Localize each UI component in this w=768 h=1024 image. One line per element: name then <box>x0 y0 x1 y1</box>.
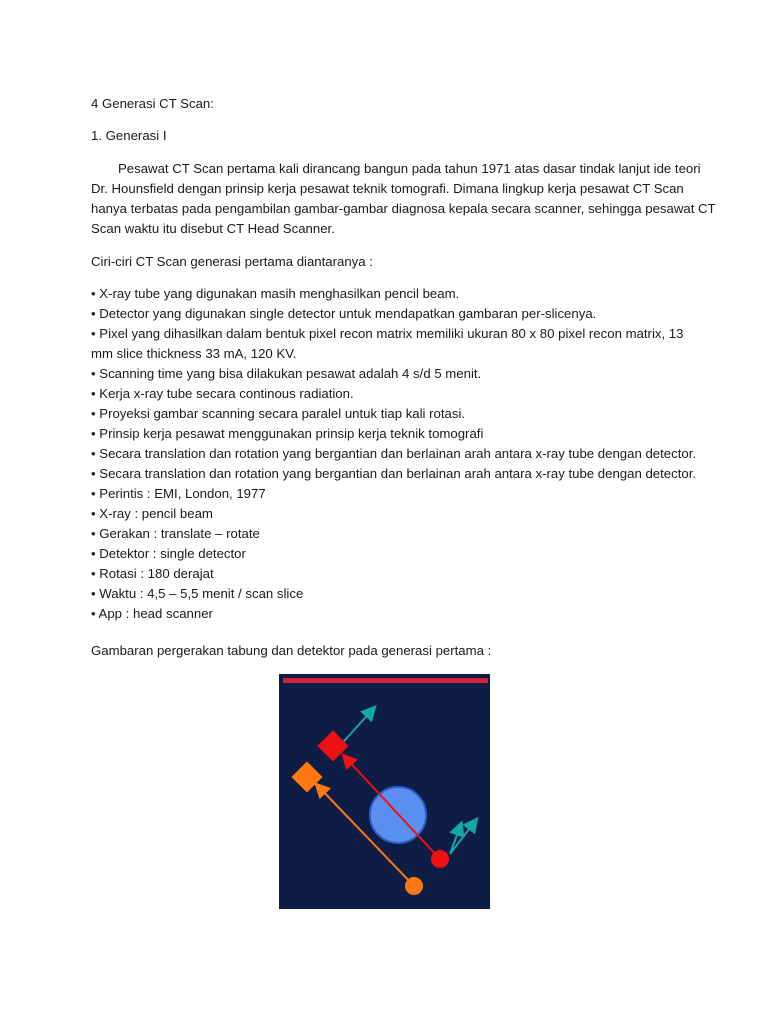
paragraph-line: hanya terbatas pada pengambilan gambar-gambar diagnosa kepala secara scanner, sehingga pesawat CT <box>91 201 716 216</box>
paragraph-line: Pesawat CT Scan pertama kali dirancang bangun pada tahun 1971 atas dasar tindak lanjut ide teori <box>118 161 701 176</box>
ct-scan-movement-figure <box>279 674 490 909</box>
bullet-item: • Detector yang digunakan single detector untuk mendapatkan gambaran per-slicenya. <box>91 306 597 321</box>
bullet-item: • Waktu : 4,5 – 5,5 menit / scan slice <box>91 586 304 601</box>
paragraph-line: Dr. Hounsfield dengan prinsip kerja pesawat teknik tomografi. Dimana lingkup kerja pesawat CT Scan <box>91 181 684 196</box>
detector-position-dot <box>431 850 449 868</box>
section-title: 1. Generasi I <box>91 128 167 143</box>
bullet-item: • Pixel yang dihasilkan dalam bentuk pixel recon matrix memiliki ukuran 80 x 80 pixel recon matrix, 13 <box>91 326 684 341</box>
bullet-item: • X-ray tube yang digunakan masih menghasilkan pencil beam. <box>91 286 460 301</box>
bullet-item: • Secara translation dan rotation yang bergantian dan berlainan arah antara x-ray tube dengan detector. <box>91 466 697 481</box>
ct-scan-diagram <box>279 674 490 909</box>
bullet-item: • Perintis : EMI, London, 1977 <box>91 486 266 501</box>
figure-caption: Gambaran pergerakan tabung dan detektor pada generasi pertama : <box>91 643 492 658</box>
bullet-item: • Scanning time yang bisa dilakukan pesawat adalah 4 s/d 5 menit. <box>91 366 482 381</box>
tube-position-dot <box>405 877 423 895</box>
top-bar <box>283 678 488 683</box>
bullet-item: • Kerja x-ray tube secara continous radiation. <box>91 386 354 401</box>
bullet-item: • Proyeksi gambar scanning secara paralel untuk tiap kali rotasi. <box>91 406 466 421</box>
bullet-item: • Detektor : single detector <box>91 546 246 561</box>
bullet-item: mm slice thickness 33 mA, 120 KV. <box>91 346 297 361</box>
bullet-item: • Prinsip kerja pesawat menggunakan prinsip kerja teknik tomografi <box>91 426 484 441</box>
bullet-item: • App : head scanner <box>91 606 213 621</box>
bullet-item: • X-ray : pencil beam <box>91 506 213 521</box>
paragraph-line: Scan waktu itu disebut CT Head Scanner. <box>91 221 335 236</box>
features-intro: Ciri-ciri CT Scan generasi pertama diantaranya : <box>91 254 373 269</box>
bullet-item: • Gerakan : translate – rotate <box>91 526 260 541</box>
bullet-item: • Rotasi : 180 derajat <box>91 566 214 581</box>
document-heading: 4 Generasi CT Scan: <box>91 96 214 111</box>
bullet-item: • Secara translation dan rotation yang bergantian dan berlainan arah antara x-ray tube dengan detector. <box>91 446 697 461</box>
